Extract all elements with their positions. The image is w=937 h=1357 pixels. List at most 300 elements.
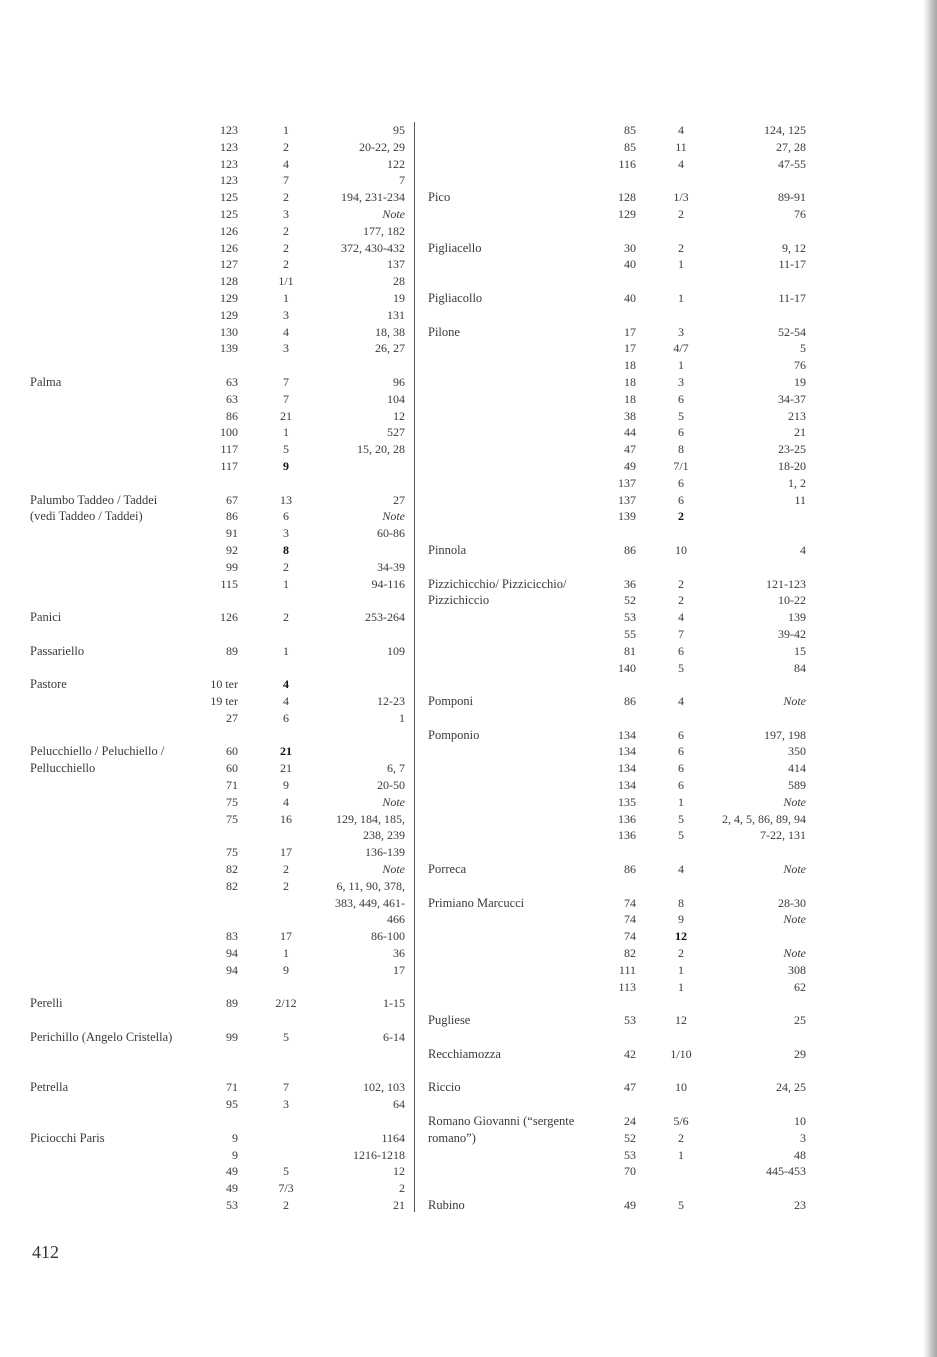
reference-row bbox=[30, 189, 410, 206]
ref-volume: 18 bbox=[624, 391, 636, 406]
reference-row bbox=[428, 139, 808, 156]
ref-volume: 89 bbox=[226, 643, 238, 658]
ref-folder: 6 bbox=[678, 475, 684, 490]
ref-volume: 83 bbox=[226, 929, 238, 944]
index-entry bbox=[428, 290, 808, 307]
reference-row bbox=[428, 206, 808, 223]
ref-folder: 3 bbox=[283, 1097, 289, 1112]
ref-folder: 8 bbox=[283, 542, 289, 557]
ref-pages: Note bbox=[382, 509, 405, 524]
index-entry bbox=[428, 1046, 808, 1063]
ref-volume: 74 bbox=[624, 912, 636, 927]
ref-pages: 25 bbox=[794, 1013, 806, 1028]
ref-pages: 84 bbox=[794, 660, 806, 675]
ref-pages: 308 bbox=[788, 962, 806, 977]
reference-row bbox=[30, 794, 410, 811]
ref-folder: 1/3 bbox=[673, 190, 689, 205]
reference-row bbox=[30, 273, 410, 290]
entry-name: Petrella bbox=[30, 1080, 69, 1095]
ref-volume: 129 bbox=[220, 307, 238, 322]
ref-pages: 102, 103 bbox=[363, 1080, 405, 1095]
ref-volume: 86 bbox=[624, 694, 636, 709]
reference-row bbox=[30, 240, 410, 257]
ref-volume: 82 bbox=[226, 878, 238, 893]
entry-name: Piciocchi Paris bbox=[30, 1130, 105, 1145]
ref-volume: 47 bbox=[624, 1080, 636, 1095]
ref-folder: 2 bbox=[283, 610, 289, 625]
reference-row bbox=[428, 492, 808, 509]
ref-volume: 129 bbox=[618, 206, 636, 221]
ref-volume: 136 bbox=[618, 811, 636, 826]
ref-folder: 9 bbox=[283, 778, 289, 793]
ref-folder: 21 bbox=[280, 744, 292, 759]
reference-row bbox=[428, 660, 808, 677]
ref-folder: 2 bbox=[678, 946, 684, 961]
index-entry bbox=[30, 122, 410, 357]
ref-pages: 26, 27 bbox=[375, 341, 405, 356]
ref-folder: 5 bbox=[678, 828, 684, 843]
ref-volume: 85 bbox=[624, 123, 636, 137]
reference-row bbox=[428, 727, 808, 744]
ref-pages: 12-23 bbox=[377, 694, 405, 709]
reference-row bbox=[428, 357, 808, 374]
ref-pages: 104 bbox=[387, 391, 405, 406]
ref-pages: 15, 20, 28 bbox=[357, 442, 405, 457]
entry-references bbox=[428, 1079, 808, 1096]
ref-pages: 36 bbox=[393, 946, 405, 961]
ref-pages: 9, 12 bbox=[782, 240, 806, 255]
ref-pages: 10-22 bbox=[778, 593, 806, 608]
ref-volume: 71 bbox=[226, 1080, 238, 1095]
reference-row bbox=[30, 156, 410, 173]
ref-volume: 100 bbox=[220, 425, 238, 440]
entry-references bbox=[428, 542, 808, 559]
index-entry bbox=[30, 374, 410, 475]
ref-folder: 2/12 bbox=[275, 996, 297, 1011]
reference-row bbox=[428, 962, 808, 979]
column-divider bbox=[414, 122, 415, 1212]
reference-row bbox=[428, 374, 808, 391]
entry-references bbox=[30, 1079, 410, 1113]
ref-folder: 1/1 bbox=[278, 274, 294, 289]
ref-pages: 17 bbox=[393, 962, 405, 977]
ref-pages: 19 bbox=[794, 374, 806, 389]
reference-row bbox=[30, 1163, 410, 1180]
ref-folder: 7/1 bbox=[673, 458, 689, 473]
ref-volume: 94 bbox=[226, 962, 238, 977]
reference-row bbox=[30, 1046, 410, 1063]
ref-pages: 11 bbox=[794, 492, 806, 507]
entry-name: Panici bbox=[30, 610, 62, 625]
entry-name: Porreca bbox=[428, 862, 467, 877]
reference-row bbox=[428, 340, 808, 357]
reference-row bbox=[428, 424, 808, 441]
ref-volume: 40 bbox=[624, 290, 636, 305]
ref-folder: 2 bbox=[283, 257, 289, 272]
reference-row bbox=[30, 945, 410, 962]
entry-references bbox=[30, 1130, 410, 1214]
ref-folder: 3 bbox=[678, 324, 684, 339]
ref-pages: 89-91 bbox=[778, 190, 806, 205]
ref-pages: 589 bbox=[788, 778, 806, 793]
ref-folder: 5 bbox=[283, 1030, 289, 1045]
ref-volume: 74 bbox=[624, 929, 636, 944]
entry-references bbox=[428, 861, 808, 878]
ref-pages: 24, 25 bbox=[776, 1080, 806, 1095]
ref-volume: 75 bbox=[226, 794, 238, 809]
ref-pages: Note bbox=[783, 912, 806, 927]
ref-pages: 12 bbox=[393, 1164, 405, 1179]
ref-pages: 124, 125 bbox=[764, 123, 806, 137]
ref-folder: 7 bbox=[283, 374, 289, 389]
index-entry bbox=[428, 324, 808, 526]
ref-pages: 1164 bbox=[381, 1130, 405, 1145]
reference-row bbox=[30, 777, 410, 794]
ref-folder: 1 bbox=[678, 962, 684, 977]
ref-folder: 10 bbox=[675, 1080, 687, 1095]
ref-volume: 24 bbox=[624, 1114, 636, 1129]
reference-row bbox=[30, 811, 410, 828]
ref-folder: 7/3 bbox=[278, 1181, 294, 1196]
ref-pages: 76 bbox=[794, 358, 806, 373]
ref-folder: 5 bbox=[283, 1164, 289, 1179]
ref-folder: 6 bbox=[283, 509, 289, 524]
ref-folder: 9 bbox=[283, 962, 289, 977]
ref-pages: 15 bbox=[794, 643, 806, 658]
ref-folder: 4 bbox=[678, 123, 684, 137]
ref-folder: 17 bbox=[280, 845, 292, 860]
ref-pages: 1, 2 bbox=[788, 475, 806, 490]
ref-pages: 445-453 bbox=[766, 1164, 806, 1179]
entry-references bbox=[428, 122, 808, 172]
ref-folder: 1/10 bbox=[670, 1046, 692, 1061]
ref-folder: 16 bbox=[280, 811, 292, 826]
ref-folder: 2 bbox=[678, 593, 684, 608]
entry-references bbox=[428, 693, 808, 710]
ref-pages: 1-15 bbox=[383, 996, 405, 1011]
entry-references bbox=[30, 122, 410, 357]
ref-volume: 53 bbox=[624, 610, 636, 625]
ref-folder: 1 bbox=[678, 358, 684, 373]
ref-folder: 8 bbox=[678, 442, 684, 457]
ref-pages: 21 bbox=[794, 425, 806, 440]
ref-pages: 23 bbox=[794, 1198, 806, 1212]
reference-row bbox=[30, 878, 410, 895]
reference-row bbox=[428, 609, 808, 626]
reference-row bbox=[428, 576, 808, 593]
ref-pages: 28 bbox=[393, 274, 405, 289]
ref-volume: 137 bbox=[618, 475, 636, 490]
ref-pages: 23-25 bbox=[778, 442, 806, 457]
ref-pages: 76 bbox=[794, 206, 806, 221]
ref-folder: 7 bbox=[283, 391, 289, 406]
index-entry bbox=[30, 1130, 410, 1214]
ref-pages: 48 bbox=[794, 1147, 806, 1162]
ref-pages: 137 bbox=[387, 257, 405, 272]
ref-pages: 47-55 bbox=[778, 156, 806, 171]
ref-folder: 2 bbox=[678, 206, 684, 221]
index-entry bbox=[30, 743, 410, 978]
ref-pages: 213 bbox=[788, 408, 806, 423]
ref-volume: 17 bbox=[624, 341, 636, 356]
page-gutter-shadow bbox=[923, 0, 937, 1357]
ref-folder: 4 bbox=[678, 694, 684, 709]
ref-volume: 117 bbox=[220, 442, 238, 457]
ref-pages: 86-100 bbox=[371, 929, 405, 944]
index-entry bbox=[30, 1029, 410, 1063]
ref-pages: 194, 231-234 bbox=[341, 190, 405, 205]
entry-name: Pugliese bbox=[428, 1013, 471, 1028]
reference-row bbox=[30, 408, 410, 425]
ref-folder: 5 bbox=[678, 811, 684, 826]
entry-references bbox=[30, 743, 410, 978]
reference-row bbox=[428, 1079, 808, 1096]
ref-volume: 139 bbox=[618, 509, 636, 524]
ref-pages: 10 bbox=[794, 1114, 806, 1129]
ref-pages: 20-22, 29 bbox=[359, 139, 405, 154]
reference-row bbox=[428, 256, 808, 273]
ref-folder: 21 bbox=[280, 408, 292, 423]
entry-references bbox=[30, 1029, 410, 1063]
ref-folder: 2 bbox=[283, 862, 289, 877]
ref-folder: 1 bbox=[283, 123, 289, 137]
ref-folder: 6 bbox=[678, 643, 684, 658]
ref-volume: 117 bbox=[220, 458, 238, 473]
ref-volume: 125 bbox=[220, 190, 238, 205]
entry-name: Passariello bbox=[30, 643, 85, 658]
ref-volume: 75 bbox=[226, 811, 238, 826]
ref-volume: 40 bbox=[624, 257, 636, 272]
entry-references bbox=[428, 1012, 808, 1029]
entry-references bbox=[30, 676, 410, 726]
ref-volume: 99 bbox=[226, 559, 238, 574]
entry-name: Perelli bbox=[30, 996, 63, 1011]
entry-references bbox=[30, 643, 410, 660]
reference-row bbox=[30, 693, 410, 710]
ref-volume: 36 bbox=[624, 576, 636, 591]
reference-row bbox=[428, 979, 808, 996]
ref-pages: 131 bbox=[387, 307, 405, 322]
index-entry bbox=[30, 609, 410, 626]
entry-references bbox=[428, 1046, 808, 1063]
ref-pages: 11-17 bbox=[778, 290, 806, 305]
ref-volume: 111 bbox=[618, 962, 636, 977]
ref-volume: 74 bbox=[624, 895, 636, 910]
entry-name: Pomponio bbox=[428, 727, 480, 742]
reference-row bbox=[428, 475, 808, 492]
ref-volume: 81 bbox=[624, 643, 636, 658]
ref-pages: 136-139 bbox=[365, 845, 405, 860]
ref-pages: 21 bbox=[393, 1198, 405, 1212]
entry-references bbox=[428, 576, 808, 677]
ref-volume: 134 bbox=[618, 778, 636, 793]
ref-pages: Note bbox=[382, 794, 405, 809]
ref-volume: 123 bbox=[220, 123, 238, 137]
ref-volume: 115 bbox=[220, 576, 238, 591]
index-entry bbox=[428, 240, 808, 274]
entry-name: Pico bbox=[428, 190, 451, 205]
ref-pages: 29 bbox=[794, 1046, 806, 1061]
ref-pages: 6-14 bbox=[383, 1030, 405, 1045]
ref-pages: 527 bbox=[387, 425, 405, 440]
ref-volume: 71 bbox=[226, 778, 238, 793]
entry-name: Perichillo (Angelo Cristella) bbox=[30, 1030, 173, 1045]
ref-pages: 139 bbox=[788, 610, 806, 625]
ref-volume: 9 bbox=[232, 1147, 238, 1162]
reference-row bbox=[428, 592, 808, 609]
ref-folder: 2 bbox=[678, 1130, 684, 1145]
ref-volume: 19 ter bbox=[210, 694, 238, 709]
ref-pages: 34-37 bbox=[778, 391, 806, 406]
ref-volume: 52 bbox=[624, 1130, 636, 1145]
ref-pages: 60-86 bbox=[377, 526, 405, 541]
reference-row bbox=[30, 1147, 410, 1164]
reference-row bbox=[30, 609, 410, 626]
ref-pages: 2 bbox=[399, 1181, 405, 1196]
ref-volume: 18 bbox=[624, 358, 636, 373]
index-entry bbox=[30, 492, 410, 593]
index-entry bbox=[428, 693, 808, 710]
ref-volume: 86 bbox=[226, 509, 238, 524]
ref-volume: 125 bbox=[220, 206, 238, 221]
ref-pages: Note bbox=[783, 794, 806, 809]
ref-folder: 1 bbox=[283, 290, 289, 305]
entry-name: Pizzichicchio/ Pizzicicchio/ Pizzichiccio bbox=[428, 576, 567, 608]
ref-volume: 130 bbox=[220, 324, 238, 339]
ref-volume: 30 bbox=[624, 240, 636, 255]
ref-volume: 52 bbox=[624, 593, 636, 608]
ref-volume: 17 bbox=[624, 324, 636, 339]
ref-folder: 4 bbox=[283, 324, 289, 339]
ref-volume: 127 bbox=[220, 257, 238, 272]
reference-row bbox=[30, 223, 410, 240]
reference-row bbox=[30, 1079, 410, 1096]
index-entry bbox=[30, 1079, 410, 1113]
reference-row bbox=[30, 576, 410, 593]
reference-row bbox=[30, 542, 410, 559]
ref-volume: 70 bbox=[624, 1164, 636, 1179]
ref-folder: 4 bbox=[678, 156, 684, 171]
reference-row bbox=[30, 676, 410, 693]
ref-volume: 134 bbox=[618, 761, 636, 776]
reference-row bbox=[30, 122, 410, 139]
ref-folder: 2 bbox=[283, 1198, 289, 1212]
reference-row bbox=[30, 844, 410, 861]
ref-volume: 67 bbox=[226, 492, 238, 507]
ref-pages: 253-264 bbox=[365, 610, 405, 625]
ref-volume: 134 bbox=[618, 727, 636, 742]
ref-volume: 123 bbox=[220, 173, 238, 188]
ref-volume: 136 bbox=[618, 828, 636, 843]
reference-row bbox=[30, 1096, 410, 1113]
ref-volume: 86 bbox=[624, 862, 636, 877]
page-number: 412 bbox=[32, 1242, 59, 1262]
reference-row bbox=[428, 1130, 808, 1147]
index-entry bbox=[428, 1113, 808, 1180]
ref-folder: 4 bbox=[283, 677, 289, 692]
reference-row bbox=[30, 391, 410, 408]
ref-volume: 82 bbox=[624, 946, 636, 961]
index-entry bbox=[428, 895, 808, 996]
ref-volume: 135 bbox=[618, 794, 636, 809]
index-entry bbox=[30, 995, 410, 1012]
entry-references bbox=[428, 727, 808, 845]
reference-row bbox=[30, 911, 410, 928]
reference-row bbox=[428, 928, 808, 945]
ref-folder: 6 bbox=[678, 492, 684, 507]
reference-row bbox=[30, 458, 410, 475]
ref-pages: 7 bbox=[399, 173, 405, 188]
ref-volume: 49 bbox=[624, 458, 636, 473]
ref-pages: 3 bbox=[800, 1130, 806, 1145]
ref-pages: Note bbox=[382, 862, 405, 877]
ref-pages: 11-17 bbox=[778, 257, 806, 272]
reference-row bbox=[428, 458, 808, 475]
ref-folder: 2 bbox=[678, 576, 684, 591]
index-entry bbox=[428, 1012, 808, 1029]
entry-name: Recchiamozza bbox=[428, 1046, 501, 1061]
reference-row bbox=[428, 945, 808, 962]
ref-volume: 126 bbox=[220, 223, 238, 238]
ref-folder: 6 bbox=[678, 761, 684, 776]
reference-row bbox=[30, 962, 410, 979]
ref-folder: 2 bbox=[283, 559, 289, 574]
ref-volume: 63 bbox=[226, 391, 238, 406]
entry-references bbox=[428, 189, 808, 223]
ref-volume: 53 bbox=[624, 1013, 636, 1028]
ref-folder: 1 bbox=[678, 794, 684, 809]
entry-references bbox=[30, 995, 410, 1012]
entry-name: Pomponi bbox=[428, 694, 474, 709]
reference-row bbox=[30, 290, 410, 307]
ref-volume: 53 bbox=[226, 1198, 238, 1212]
ref-volume: 129 bbox=[220, 290, 238, 305]
entry-name: Pigliacollo bbox=[428, 290, 483, 305]
reference-row bbox=[428, 911, 808, 928]
ref-folder: 1 bbox=[678, 290, 684, 305]
ref-folder: 6 bbox=[678, 778, 684, 793]
ref-folder: 7 bbox=[678, 626, 684, 641]
index-entry bbox=[428, 189, 808, 223]
reference-row bbox=[428, 189, 808, 206]
ref-pages: 2, 4, 5, 86, 89, 94 bbox=[722, 811, 806, 826]
ref-folder: 1 bbox=[678, 979, 684, 994]
ref-folder: 2 bbox=[283, 139, 289, 154]
ref-folder: 5 bbox=[678, 1198, 684, 1212]
ref-pages: 414 bbox=[788, 761, 806, 776]
reference-row bbox=[428, 760, 808, 777]
reference-row bbox=[428, 693, 808, 710]
ref-folder: 1 bbox=[283, 576, 289, 591]
entry-name: Pigliacello bbox=[428, 240, 482, 255]
ref-volume: 75 bbox=[226, 845, 238, 860]
ref-folder: 5 bbox=[283, 442, 289, 457]
ref-volume: 137 bbox=[618, 492, 636, 507]
index-column-left bbox=[30, 122, 410, 1231]
ref-pages: 52-54 bbox=[778, 324, 806, 339]
ref-volume: 49 bbox=[226, 1164, 238, 1179]
reference-row bbox=[428, 861, 808, 878]
ref-folder: 9 bbox=[283, 458, 289, 473]
ref-folder: 17 bbox=[280, 929, 292, 944]
ref-folder: 2 bbox=[283, 190, 289, 205]
reference-row bbox=[30, 743, 410, 760]
ref-folder: 6 bbox=[678, 391, 684, 406]
ref-folder: 4 bbox=[678, 862, 684, 877]
ref-volume: 27 bbox=[226, 710, 238, 725]
reference-row bbox=[428, 794, 808, 811]
ref-pages: 94-116 bbox=[371, 576, 405, 591]
